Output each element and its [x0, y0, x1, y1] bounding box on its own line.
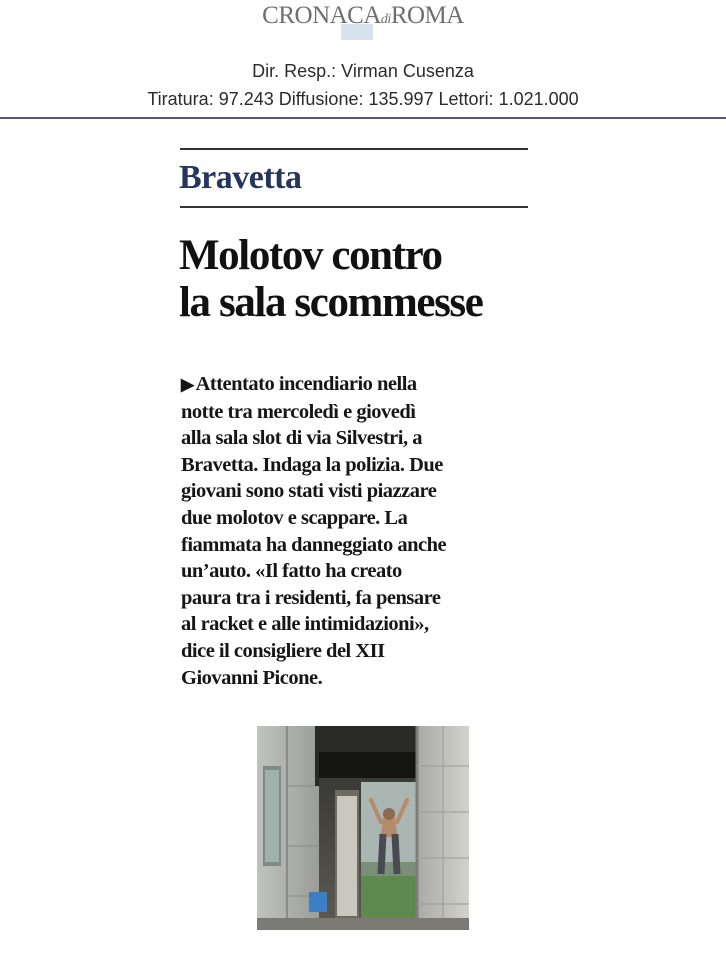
body-line: Bravetta. Indaga la polizia. Due: [181, 453, 443, 476]
burned-storefront-image: [257, 726, 469, 930]
body-line: dice il consigliere del XII: [181, 639, 385, 662]
body-line: un’auto. «Il fatto ha creato: [181, 560, 402, 583]
body-line: notte tra mercoledì e giovedì: [181, 400, 416, 423]
body-line: ▶Attentato incendiario nella: [181, 373, 417, 395]
header-divider: [0, 117, 726, 119]
body-line: due molotov e scappare. La: [181, 506, 408, 529]
article-headline: [179, 232, 559, 326]
newspaper-logo: [253, 0, 473, 44]
director-line: Dir. Resp.: Virman Cusenza: [252, 61, 474, 81]
section-bottom-rule: [180, 206, 528, 208]
article-body: [181, 371, 541, 691]
logo-right: ROMA: [390, 2, 464, 29]
body-line: Giovanni Picone.: [181, 666, 323, 689]
bullet-triangle-icon: ▶: [181, 375, 194, 394]
body-line: paura tra i residenti, fa pensare: [181, 586, 441, 609]
logo-text: [253, 2, 473, 30]
headline-line: la sala scommesse: [179, 279, 483, 326]
section-top-rule: [180, 148, 528, 150]
storefront-photo: [257, 726, 469, 930]
body-line: al racket e alle intimidazioni»,: [181, 613, 429, 636]
masthead: [0, 0, 726, 109]
body-line: giovani sono stati visti piazzare: [181, 480, 437, 503]
circulation-stats: Tiratura: 97.243 Diffusione: 135.997 Lettori: 1.021.000: [147, 89, 579, 109]
headline-line: Molotov contro: [179, 232, 442, 279]
logo-left: CRONACA: [262, 2, 381, 29]
section-title: Bravetta: [179, 159, 302, 196]
logo-connector: di: [380, 12, 391, 27]
body-line: fiammata ha danneggiato anche: [181, 533, 447, 556]
body-line: alla sala slot di via Silvestri, a: [181, 427, 422, 450]
